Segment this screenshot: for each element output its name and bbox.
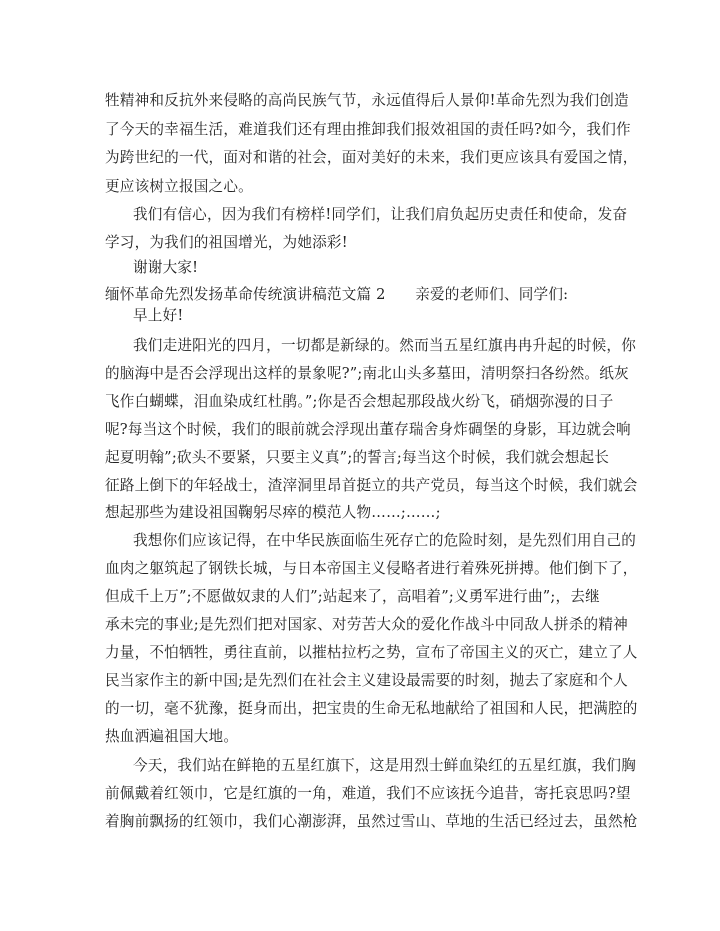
text-line: 学习，为我们的祖国增光，为她添彩!	[105, 234, 348, 251]
text-line: 前佩戴着红领巾，它是红旗的一角，难道，我们不应该抚今追昔，寄托哀思吗?望	[105, 785, 631, 802]
text-line: 的脑海中是否会浮现出这样的景象呢?”;南北山头多墓田，清明祭扫各纷然。纸灰	[105, 365, 629, 382]
text-line: 热血洒遍祖国大地。	[105, 728, 239, 745]
text-line: 牲精神和反抗外来侵略的高尚民族气节，永远值得后人景仰!革命先烈为我们创造	[105, 92, 629, 109]
text-line: 血肉之躯筑起了钢铁长城，与日本帝国主义侵略者进行着殊死拼搏。他们倒下了，	[105, 560, 638, 577]
text-line: 我们有信心，因为我们有榜样!同学们，让我们肩负起历史责任和使命，发奋	[133, 206, 628, 223]
text-line: 呢?每当这个时候，我们的眼前就会浮现出董存瑞舍身炸碉堡的身影，耳边就会响	[105, 421, 631, 438]
text-line: 今天，我们站在鲜艳的五星红旗下，这是用烈士鲜血染红的五星红旗，我们胸	[133, 757, 636, 774]
text-line: 承未完的事业;是先烈们把对国家、对劳苦大众的爱化作战斗中同敌人拼杀的精神	[105, 616, 628, 633]
text-line: 民当家作主的新中国;是先烈们在社会主义建设最需要的时刻，抛去了家庭和个人	[105, 672, 628, 689]
text-line: 起夏明翰”;砍头不要紧，只要主义真”;的誓言;每当这个时候，我们就会想起长	[105, 449, 610, 466]
text-line: 谢谢大家!	[133, 259, 199, 276]
text-line: 我想你们应该记得，在中华民族面临生死存亡的危险时刻，是先烈们用自己的	[133, 532, 636, 549]
text-line: 的一切，毫不犹豫，挺身而出，把宝贵的生命无私地献给了祖国和人民，把满腔的	[105, 700, 638, 717]
text-line: 了今天的幸福生活，难道我们还有理由推卸我们报效祖国的责任吗?如今，我们作	[105, 121, 631, 138]
text-line: 但成千上万”;不愿做奴隶的人们”;站起来了，高唱着”;义勇军进行曲”;，去继	[105, 588, 600, 605]
text-line: 为跨世纪的一代，面对和谐的社会，面对美好的未来，我们更应该具有爱国之情，	[105, 149, 638, 166]
text-line: 着胸前飘扬的红领巾，我们心潮澎湃，虽然过雪山、草地的生活已经过去，虽然枪	[105, 813, 638, 830]
text-line: 早上好!	[133, 307, 184, 324]
text-line: 我们走进阳光的四月，一切都是新绿的。然而当五星红旗冉冉升起的时候，你	[133, 337, 636, 354]
text-line: 飞作白蝴蝶，泪血染成红杜鹃。”;你是否会想起那段战火纷飞，硝烟弥漫的日子	[105, 393, 614, 410]
text-line: 更应该树立报国之心。	[105, 178, 253, 195]
text-line: 想起那些为建设祖国鞠躬尽瘁的模范人物……;……;	[105, 504, 441, 521]
text-line: 征路上倒下的年轻战士，渣滓洞里昂首挺立的共产党员，每当这个时候，我们就会	[105, 477, 638, 494]
text-line: 力量，不怕牺牲，勇往直前，以摧枯拉朽之势，宣布了帝国主义的灭亡，建立了人	[105, 644, 638, 661]
section-heading: 缅怀革命先烈发扬革命传统演讲稿范文篇 2 亲爱的老师们、同学们:	[105, 286, 569, 303]
